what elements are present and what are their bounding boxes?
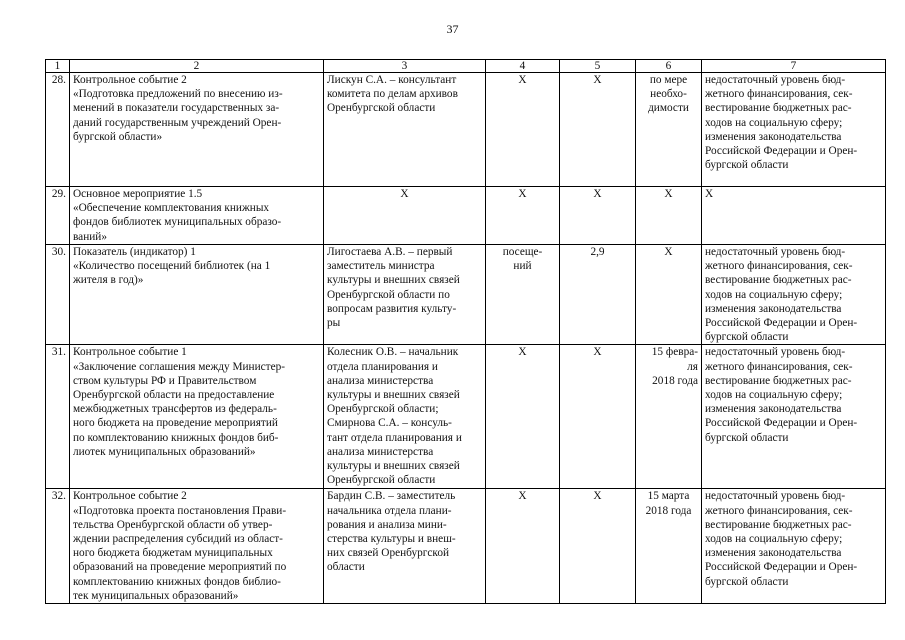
event-cell: Контрольное событие 2 «Подготовка предложений по внесению из- менений в показатели государственных за- даний государственным учреждений Орен- бургской области» — [73, 74, 283, 143]
deadline-cell: Х — [664, 246, 673, 258]
row-number: 30. — [46, 245, 70, 345]
event-cell: Основное мероприятие 1.5 «Обеспечение комплектования книжных фондов библиотек муниципальных образо- ваний» — [73, 188, 282, 243]
responsible-cell: Колесник О.В. – начальник отдела планирования и анализа министерства культуры и внешних связей Оренбургской области; Смирнова С.А. – консуль- тант отдела планирования и анализа министерства культуры и внешних связей Оренбургской области — [327, 346, 462, 487]
risks-cell: недостаточный уровень бюд- жетного финансирования, сек- вестирование бюджетных рас- ходов на социальную сферу; изменения законодательства Российской Федерации и Орен- бургской области — [705, 246, 858, 344]
column-header-row — [46, 60, 886, 73]
column-header: 7 — [702, 60, 886, 73]
risks-cell: недостаточный уровень бюд- жетного финансирования, сек- вестирование бюджетных рас- ходов на социальную сферу; изменения законодательства Российской Федерации и Орен- бургской области — [705, 346, 858, 444]
risks-cell: недостаточный уровень бюд- жетного финансирования, сек- вестирование бюджетных рас- ходов на социальную сферу; изменения законодательства Российской Федерации и Орен- бургской области — [705, 490, 858, 588]
value-cell: Х — [593, 346, 602, 359]
responsible-cell: Х — [400, 188, 409, 200]
deadline-cell: по мере необхо- димости — [648, 74, 689, 115]
column-header: 6 — [636, 60, 702, 73]
table-row — [46, 489, 886, 604]
table-row — [46, 73, 886, 187]
column-header: 2 — [70, 60, 324, 73]
responsible-cell: Лигостаева А.В. – первый заместитель министра культуры и внешних связей Оренбургской области по вопросам развития культу- ры — [327, 246, 460, 330]
deadline-cell: 15 марта 2018 года — [645, 490, 692, 517]
value-cell: 2,9 — [590, 246, 605, 258]
responsible-cell: Бардин С.В. – заместитель начальника отдела плани- рования и анализа мини- стерства культуры и внеш- них связей Оренбургской области — [327, 490, 456, 574]
unit-cell: посеще- ний — [502, 246, 543, 273]
unit-cell: Х — [518, 188, 527, 200]
unit-cell: Х — [518, 346, 527, 359]
value-cell: Х — [593, 490, 602, 503]
plan-table — [45, 59, 886, 604]
column-header: 3 — [324, 60, 486, 73]
column-header: 1 — [46, 60, 70, 73]
table-row — [46, 187, 886, 245]
table-row — [46, 345, 886, 489]
unit-cell: Х — [518, 490, 527, 503]
column-header: 4 — [486, 60, 560, 73]
event-cell: Контрольное событие 2 «Подготовка проекта постановления Прави- тельства Оренбургской области об утвер- ждении распределения субсидий из област- ного бюджета бюджетам муниципальных образований на проведение мероприятий по комплектованию книжных фондов библио- тек муниципальных образований» — [73, 490, 287, 602]
event-cell: Показатель (индикатор) 1 «Количество посещений библиотек (на 1 жителя в год)» — [73, 246, 271, 287]
row-number: 31. — [46, 345, 70, 489]
table-row — [46, 245, 886, 345]
event-cell: Контрольное событие 1 «Заключение соглашения между Министер- ством культуры РФ и Правительством Оренбургской области на предоставление межбюджетных трансфертов из федераль- ного бюджета на проведение мероприятий по комплектованию книжных фондов биб- лиотек муниципальных образований» — [73, 346, 286, 458]
row-number: 28. — [46, 73, 70, 187]
row-number: 29. — [46, 187, 70, 245]
page-number: 37 — [446, 22, 459, 36]
risks-cell: Х — [705, 188, 714, 200]
row-number: 32. — [46, 489, 70, 604]
unit-cell: Х — [518, 74, 527, 86]
value-cell: Х — [593, 188, 602, 200]
responsible-cell: Лискун С.А. – консультант комитета по делам архивов Оренбургской области — [327, 74, 458, 115]
deadline-cell: Х — [664, 188, 673, 200]
column-header: 5 — [560, 60, 636, 73]
risks-cell: недостаточный уровень бюд- жетного финансирования, сек- вестирование бюджетных рас- ходов на социальную сферу; изменения законодательства Российской Федерации и Орен- бургской области — [705, 74, 858, 172]
value-cell: Х — [593, 74, 602, 86]
deadline-cell: 15 февра- ля 2018 года — [651, 346, 698, 387]
